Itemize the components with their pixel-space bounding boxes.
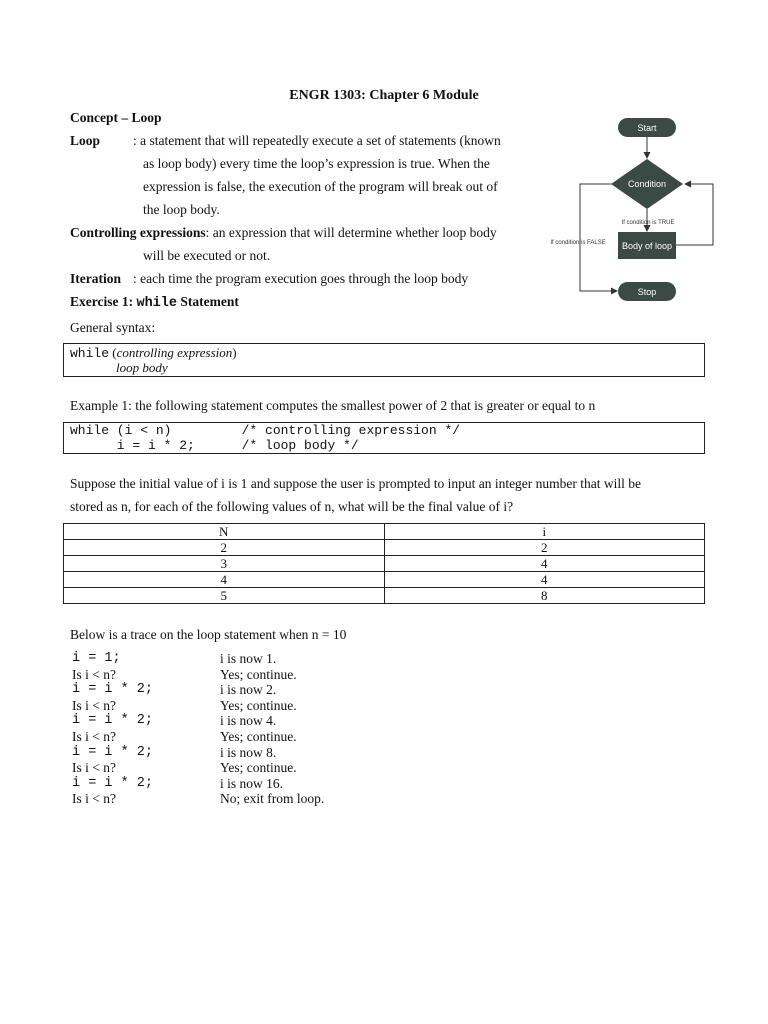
trace-code: i = i * 2; [72,682,154,698]
loop-def-line-2: as loop body) every time the loop’s expression is true. When the [143,156,490,171]
table-header-row [64,524,705,540]
controlling-term: Controlling expressions [70,225,206,240]
table-header-n: N [64,524,385,540]
condition-label: Condition [627,179,667,189]
loop-def-line-3: expression is false, the execution of the program will break out of [143,179,498,194]
table-cell: 5 [64,588,385,604]
trace-result: No; exit from loop. [220,791,325,807]
question-line-1: Suppose the initial value of i is 1 and suppose the user is prompted to input an integer number that will be [70,476,642,491]
trace-code: Is i < n? [72,760,116,776]
syntax-open: ( [109,345,117,360]
table-cell: 4 [384,556,705,572]
loop-term: Loop [70,133,101,148]
table-cell: 3 [64,556,385,572]
iteration-def: : each time the program execution goes through the loop body [133,271,469,286]
controlling-def-line-1: : an expression that will determine whether loop body [205,225,497,240]
example-code-box [63,422,705,454]
question-line-2: stored as n, for each of the following values of n, what will be the final value of i? [70,499,514,514]
arrow-body-condition [676,184,713,245]
true-label: If condition is TRUE [621,220,675,226]
syntax-body: loop body [116,360,168,375]
concept-heading: Concept – Loop [70,110,162,125]
exercise-code: while [136,296,177,311]
table-row [64,556,705,572]
syntax-keyword: while [70,346,110,361]
exercise-heading [70,294,239,311]
trace-code: i = 1; [72,651,121,666]
table-cell: 4 [384,572,705,588]
trace-result: i is now 16. [220,775,284,791]
table-cell: 2 [384,540,705,556]
trace-code: Is i < n? [72,791,116,807]
trace-code: Is i < n? [72,697,116,713]
general-syntax-label: General syntax: [70,320,156,335]
exercise-suffix: Statement [177,294,239,309]
table-cell: 2 [64,540,385,556]
trace-result: i is now 4. [220,713,277,729]
trace-result: Yes; continue. [220,697,297,713]
trace-result: i is now 8. [220,744,277,760]
table-row [64,572,705,588]
table-cell: 8 [384,588,705,604]
example-code-line-1: while (i < n) /* controlling expression */ [70,423,461,438]
syntax-line-1 [70,345,237,361]
trace-result: Yes; continue. [220,666,297,682]
arrow-condition-stop [580,184,617,291]
body-label: Body of loop [621,241,673,251]
example-code-line-2: i = i * 2; /* loop body */ [70,438,359,453]
controlling-def [70,225,497,241]
trace-code: i = i * 2; [72,744,154,760]
page-title: ENGR 1303: Chapter 6 Module [289,88,479,103]
trace-code: Is i < n? [72,728,116,744]
values-table [63,523,705,604]
controlling-def-line-2: will be executed or not. [143,248,271,263]
table-row [64,540,705,556]
syntax-expr: controlling expression [116,345,233,360]
syntax-box [63,343,705,377]
start-label: Start [637,123,657,133]
iteration-term: Iteration [70,271,121,286]
loop-flowchart [540,110,730,310]
trace-result: i is now 1. [220,651,277,666]
trace-result: i is now 2. [220,682,277,698]
trace-code: Is i < n? [72,666,116,682]
trace-code: i = i * 2; [72,713,154,729]
trace-intro: Below is a trace on the loop statement when n = 10 [70,627,347,642]
stop-label: Stop [637,287,657,297]
trace-result: Yes; continue. [220,728,297,744]
loop-def-line-4: the loop body. [143,202,220,217]
trace-code: i = i * 2; [72,775,154,791]
exercise-prefix: Exercise 1: [70,294,137,309]
example-text: Example 1: the following statement computes the smallest power of 2 that is greater or equal to n [70,398,596,413]
loop-def-line-1: : a statement that will repeatedly execute a set of statements (known [133,133,501,148]
false-label: If condition is FALSE [550,240,606,246]
table-row [64,588,705,604]
table-header-i: i [384,524,705,540]
trace-result: Yes; continue. [220,760,297,776]
table-cell: 4 [64,572,385,588]
syntax-close: ) [232,345,237,360]
